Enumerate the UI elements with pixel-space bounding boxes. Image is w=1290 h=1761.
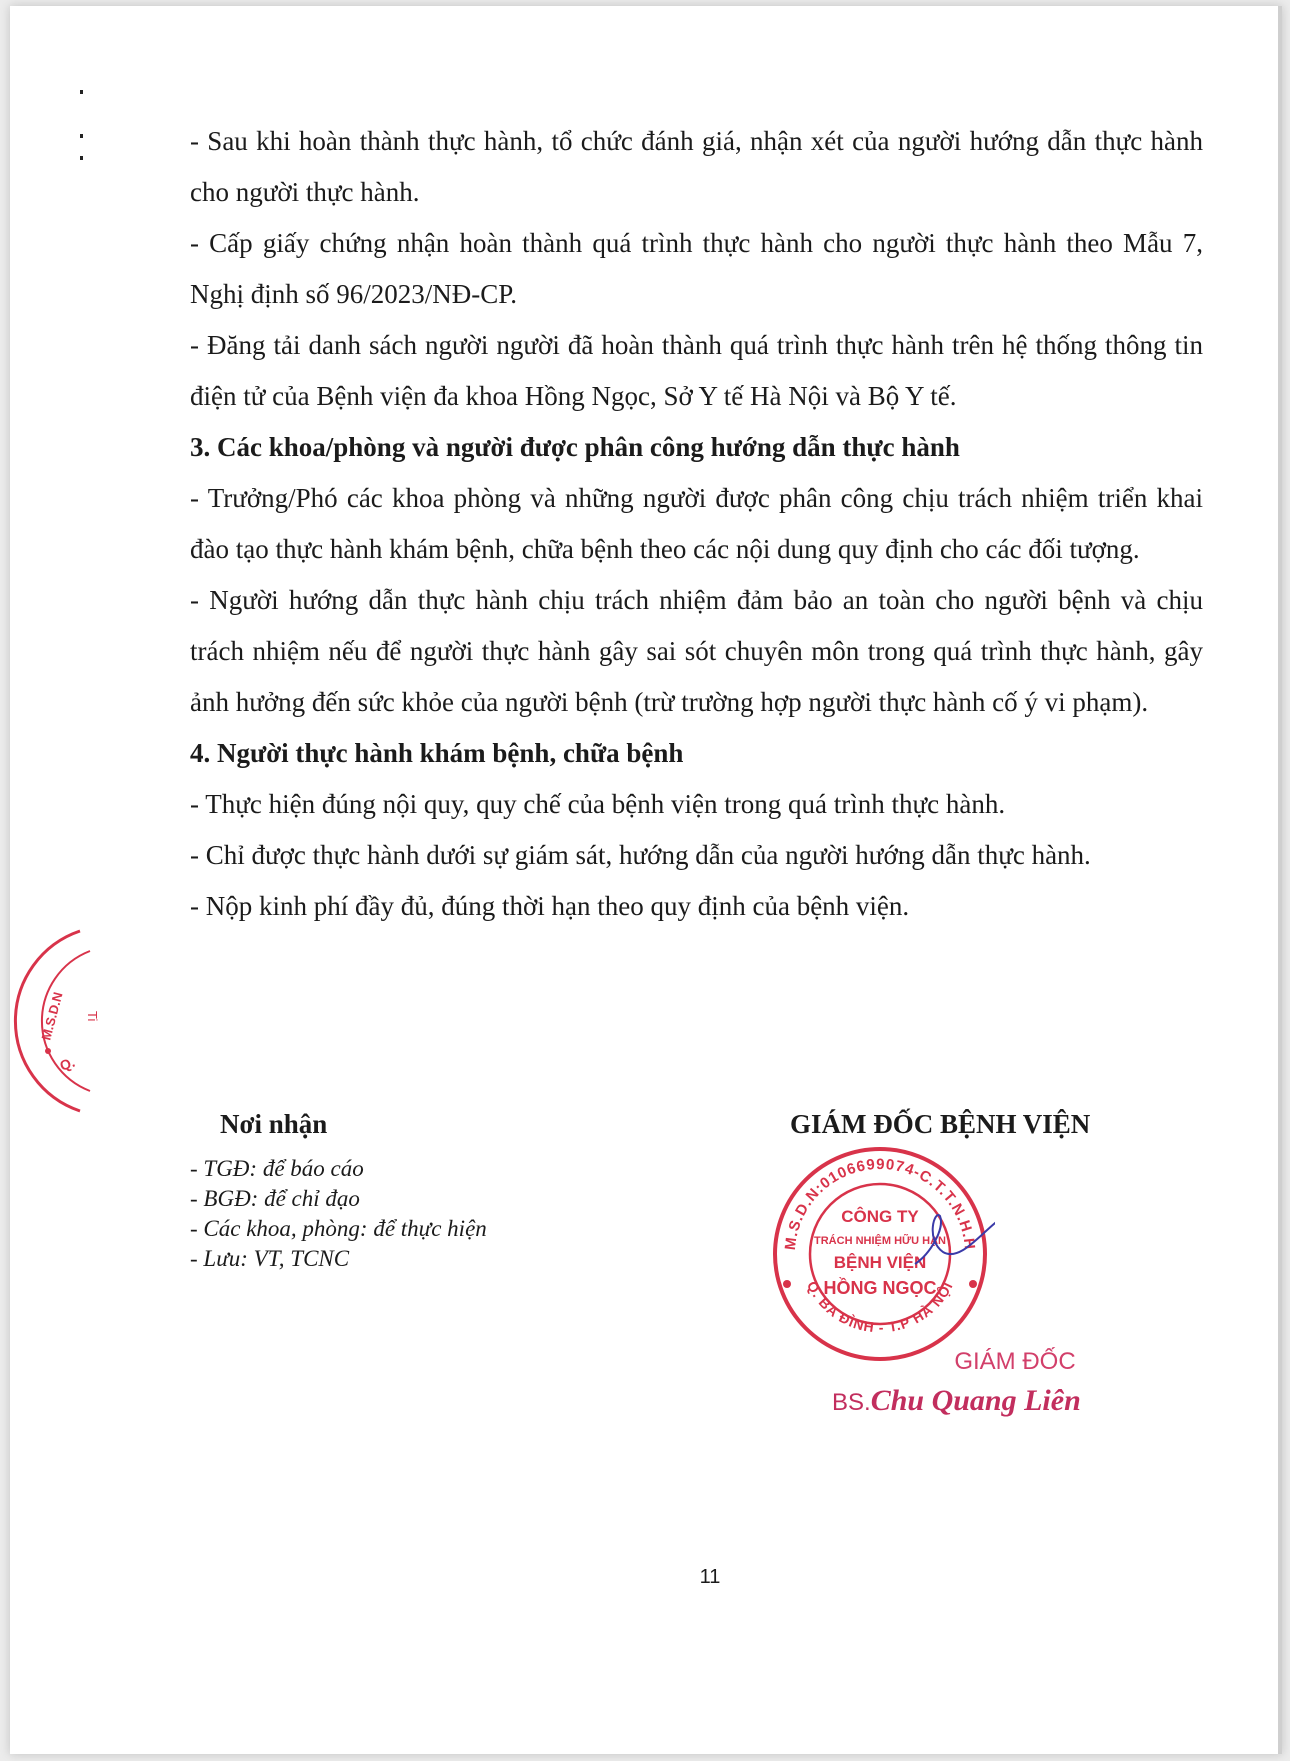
recipient-item: - Lưu: VT, TCNC (190, 1246, 350, 1271)
margin-mark (80, 156, 83, 160)
director-heading: GIÁM ĐỐC BỆNH VIỆN (790, 1109, 1091, 1139)
paragraph: - Đăng tải danh sách người người đã hoàn thành quá trình thực hành trên hệ thống thông tin điện tử của Bệnh viện đa khoa Hồng Ngọc, Sở Y tế Hà Nội và Bộ Y tế. (190, 330, 1203, 411)
svg-text:Ti: Ti (85, 1011, 100, 1022)
paragraph: - Thực hiện đúng nội quy, quy chế của bệnh viện trong quá trình thực hành. (190, 789, 1006, 819)
section-heading: 3. Các khoa/phòng và người được phân công hướng dẫn thực hành (190, 432, 960, 462)
signer-title: GIÁM ĐỐC (954, 1348, 1076, 1375)
recipient-item: - TGĐ: để báo cáo (190, 1156, 364, 1181)
margin-mark (80, 134, 83, 138)
section-heading: 4. Người thực hành khám bệnh, chữa bệnh (190, 738, 684, 768)
recipient-item: - BGĐ: để chỉ đạo (190, 1186, 360, 1211)
paragraph: - Sau khi hoàn thành thực hành, tổ chức đánh giá, nhận xét của người hướng dẫn thực hành cho người thực hành. (190, 126, 1203, 207)
body-text (190, 116, 1203, 932)
stamp-line: CÔNG TY (841, 1207, 919, 1226)
stamp-line: HỒNG NGỌC (823, 1278, 937, 1298)
stamp-line: TRÁCH NHIỆM HỮU HẠN (814, 1235, 946, 1247)
stamp-line: BỆNH VIỆN (833, 1253, 927, 1272)
paragraph: - Nộp kinh phí đầy đủ, đúng thời hạn theo quy định của bệnh viện. (190, 891, 910, 921)
signer-name-text: Chu Quang Liên (870, 1384, 1081, 1417)
signer-name-prefix: BS. (832, 1389, 871, 1416)
paragraph: - Chỉ được thực hành dưới sự giám sát, hướng dẫn của người hướng dẫn thực hành. (190, 840, 1091, 870)
paragraph: - Trưởng/Phó các khoa phòng và những người được phân công chịu trách nhiệm triển khai đào tạo thực hành khám bệnh, chữa bệnh theo các nội dung quy định cho các đối tượng. (190, 483, 1203, 564)
recipient-item: - Các khoa, phòng: để thực hiện (190, 1216, 487, 1241)
svg-text:Q.: Q. (57, 1053, 77, 1074)
stamp-ring-text: M.S.D.N:0106699074-C.T.T.N.H.H (781, 1155, 979, 1251)
stamp-bottom-text: Q. BA ĐÌNH - T.P HÀ NỘI (803, 1278, 956, 1336)
recipients-block (190, 1109, 610, 1274)
company-stamp (765, 1134, 995, 1364)
page-number: 11 (699, 1566, 721, 1588)
recipients-title: Nơi nhận (220, 1109, 328, 1139)
document-page (10, 6, 1282, 1754)
signer-name (832, 1384, 1152, 1418)
margin-mark (80, 90, 83, 94)
paragraph: - Cấp giấy chứng nhận hoàn thành quá trình thực hành cho người thực hành theo Mẫu 7, Nghị định số 96/2023/NĐ-CP. (190, 228, 1203, 309)
paragraph: - Người hướng dẫn thực hành chịu trách nhiệm đảm bảo an toàn cho người bệnh và chịu trách nhiệm nếu để người thực hành gây sai sót chuyên môn trong quá trình thực hành, gây ảnh hưởng đến sức khỏe của người bệnh (trừ trường hợp người thực hành cố ý vi phạm). (190, 585, 1203, 717)
side-stamp (10, 921, 120, 1121)
svg-text:M.S.D.N: M.S.D.N (38, 990, 66, 1042)
